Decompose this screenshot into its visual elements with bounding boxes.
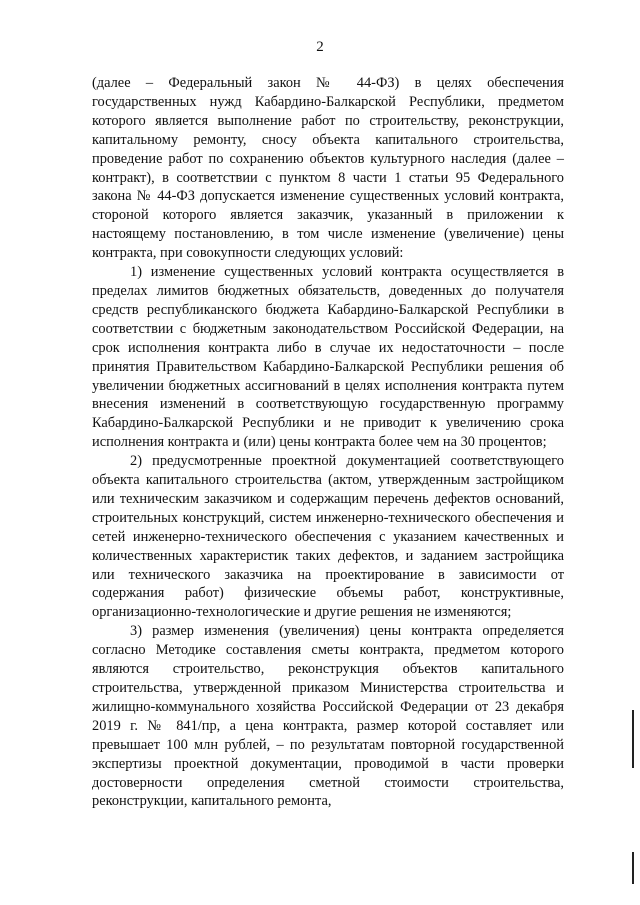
paragraph-continuation: (далее – Федеральный закон № 44-ФЗ) в целях обеспечения государственных нужд Кабардино-Балкарской Республики, предметом которого является выполнение работ по строительству, реконструкции, капитальному ремонту, сносу объекта капитального строительства, проведение работ по сохранению объектов культурного наследия (далее – контракт), в соответствии с пунктом 8 части 1 статьи 95 Федерального закона № 44-ФЗ допускается изменение существенных условий контракта, стороной которого является заказчик, указанный в приложении к настоящему постановлению, в том числе изменение (увеличение) цены контракта, при совокупности следующих условий: bbox=[92, 75, 564, 262]
document-body bbox=[92, 74, 564, 811]
scan-edge-mark bbox=[632, 852, 634, 884]
page-number: 2 bbox=[316, 39, 324, 55]
scan-edge-mark bbox=[632, 710, 634, 768]
paragraph-condition-2: 2) предусмотренные проектной документацией соответствующего объекта капитального строительства (актом, утвержденным застройщиком или техническим заказчиком и содержащим перечень дефектов оснований, строительных конструкций, систем инженерно-технического обеспечения и сетей инженерно-технического обеспечения с указанием качественных и количественных характеристик таких дефектов, и заданием застройщика или технического заказчика на проектирование в зависимости от содержания работ) физические объемы работ, конструктивные, организационно-технологические и другие решения не изменяются; bbox=[92, 453, 564, 621]
paragraph-condition-3: 3) размер изменения (увеличения) цены контракта определяется согласно Методике составления сметы контракта, предметом которого являются строительство, реконструкция объектов капитального строительства, утвержденной приказом Министерства строительства и жилищно-коммунального хозяйства Российской Федерации от 23 декабря 2019 г. № 841/пр, а цена контракта, размер которой составляет или превышает 100 млн рублей, – по результатам повторной государственной экспертизы проектной документации, проводимой в части проверки достоверности определения сметной стоимости строительства, реконструкции, капитального ремонта, bbox=[92, 623, 564, 810]
paragraph-condition-1: 1) изменение существенных условий контракта осуществляется в пределах лимитов бюджетных обязательств, доведенных до получателя средств республиканского бюджета Кабардино-Балкарской Республики в соответствии с бюджетным законодательством Российской Федерации, на срок исполнения контракта либо в случае их недостаточности – после принятия Правительством Кабардино-Балкарской Республики решения об увеличении бюджетных ассигнований в целях исполнения контракта путем внесения изменений в соответствующую государственную программу Кабардино-Балкарской Республики и не приводит к увеличению срока исполнения контракта и (или) цены контракта более чем на 30 процентов; bbox=[92, 264, 564, 451]
